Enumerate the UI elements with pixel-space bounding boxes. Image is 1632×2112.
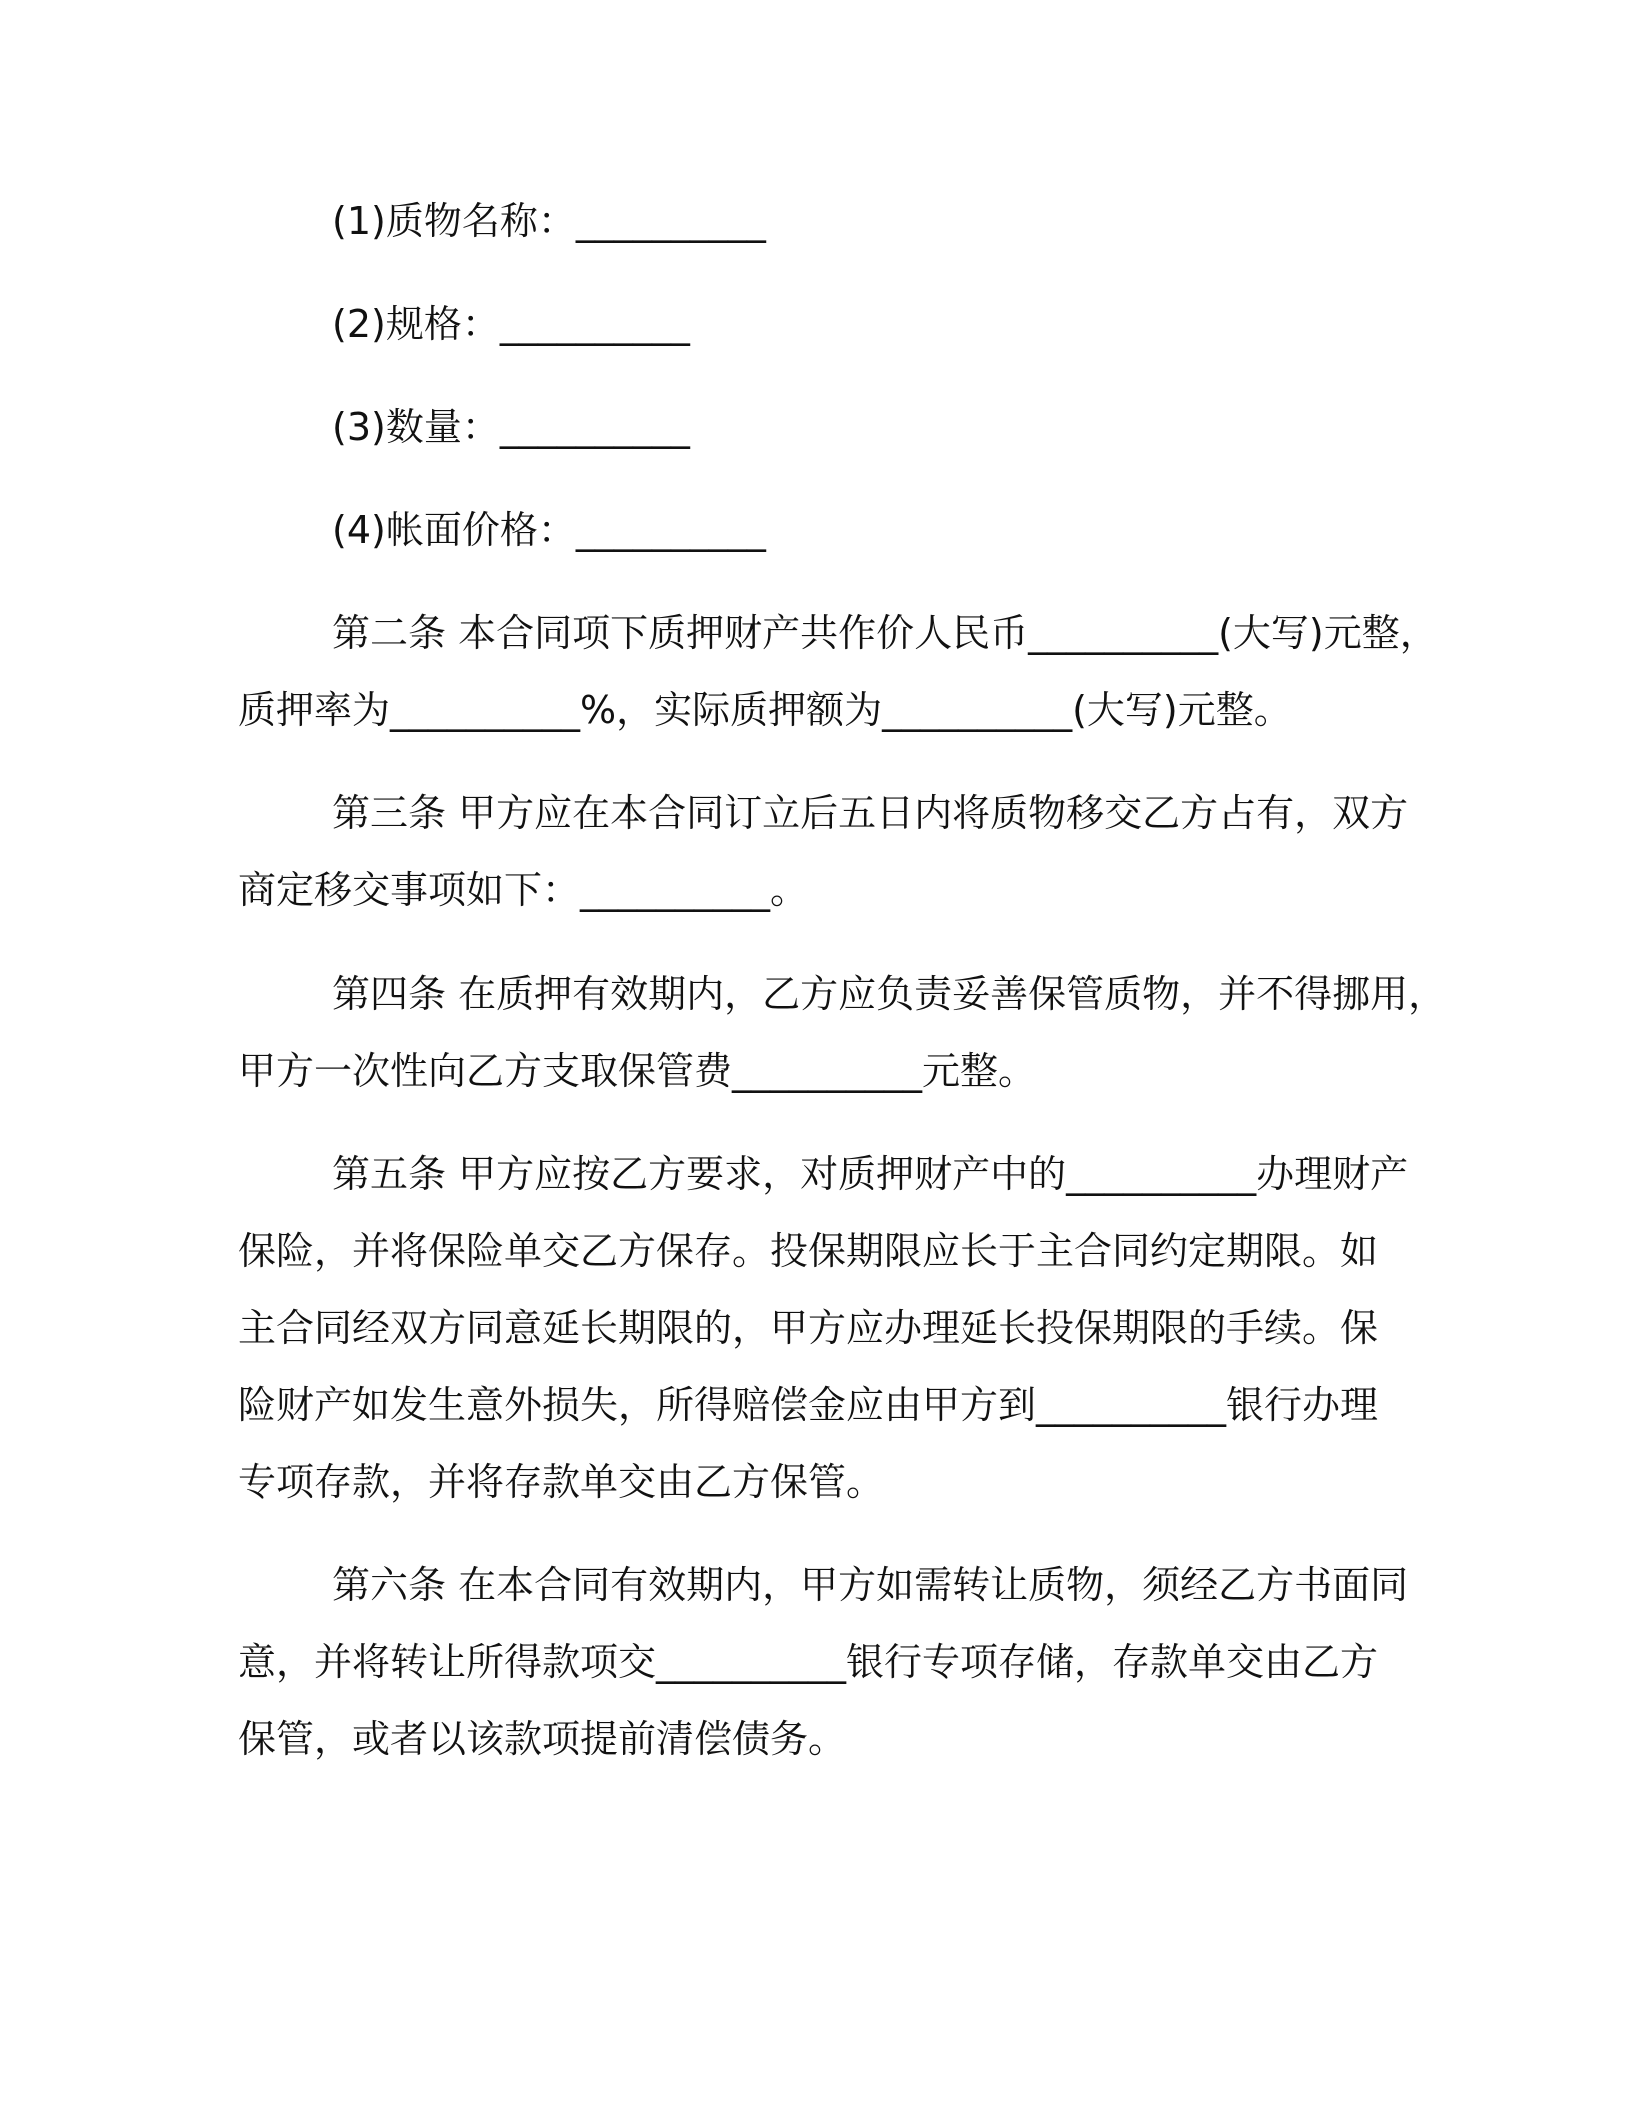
article3-line2: 商定移交事项如下：__________。: [238, 868, 809, 912]
article5-line3: 主合同经双方同意延长期限的，甲方应办理延长投保期限的手续。保: [238, 1306, 1379, 1350]
article3-line1: 第三条 甲方应在本合同订立后五日内将质物移交乙方占有，双方: [332, 791, 1409, 835]
article5-line1: 第五条 甲方应按乙方要求，对质押财产中的__________办理财产: [332, 1152, 1409, 1196]
article6-line1: 第六条 在本合同有效期内，甲方如需转让质物，须经乙方书面同: [332, 1563, 1409, 1607]
article6-line3: 保管，或者以该款项提前清偿债务。: [238, 1717, 847, 1761]
article5-line2: 保险，并将保险单交乙方保存。投保期限应长于主合同约定期限。如: [238, 1229, 1379, 1273]
article4-line2: 甲方一次性向乙方支取保管费__________元整。: [238, 1049, 1037, 1093]
article5-line4: 险财产如发生意外损失，所得赔偿金应由甲方到__________银行办理: [238, 1383, 1379, 1427]
article4-line1: 第四条 在质押有效期内，乙方应负责妥善保管质物，并不得挪用，: [332, 972, 1447, 1016]
article2-line2: 质押率为__________%，实际质押额为__________(大写)元整。: [238, 688, 1292, 732]
article5-line5: 专项存款，并将存款单交由乙方保管。: [238, 1460, 885, 1504]
article6-line2: 意，并将转让所得款项交__________银行专项存储，存款单交由乙方: [238, 1640, 1379, 1684]
item-book-value: (4)帐面价格：__________: [332, 508, 766, 552]
item-quantity: (3)数量：__________: [332, 405, 690, 449]
article2-line1: 第二条 本合同项下质押财产共作价人民币__________(大写)元整，: [332, 611, 1438, 655]
item-pledge-name: (1)质物名称：__________: [332, 199, 766, 243]
item-specification: (2)规格：__________: [332, 302, 690, 346]
